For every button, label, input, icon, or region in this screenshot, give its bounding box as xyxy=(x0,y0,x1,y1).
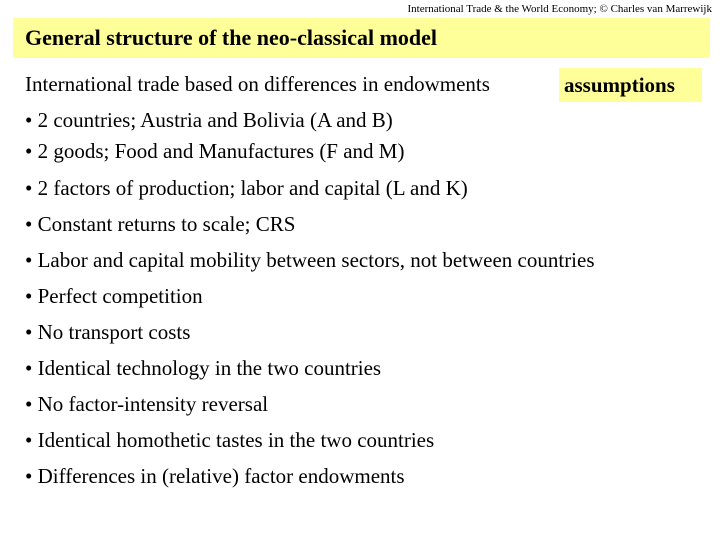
bullet-text: 2 goods; Food and Manufactures (F and M) xyxy=(37,139,405,163)
bullet-marker: • xyxy=(25,248,33,272)
bullet-text: No transport costs xyxy=(37,320,191,344)
list-item xyxy=(25,211,295,237)
bullet-text: Constant returns to scale; CRS xyxy=(37,212,296,236)
bullet-text: Identical technology in the two countries xyxy=(37,356,382,380)
bullet-marker: • xyxy=(25,356,33,380)
bullet-marker: • xyxy=(25,428,33,452)
slide-title: General structure of the neo-classical model xyxy=(25,25,438,50)
list-item xyxy=(25,283,203,309)
bullet-marker: • xyxy=(25,284,33,308)
bullet-text: No factor-intensity reversal xyxy=(37,392,269,416)
bullet-text: Labor and capital mobility between sectors, not between countries xyxy=(37,248,595,272)
intro-line: International trade based on differences in endowments xyxy=(25,72,490,96)
bullet-text: 2 countries; Austria and Bolivia (A and B) xyxy=(37,108,393,132)
bullet-text: Perfect competition xyxy=(37,284,203,308)
bullet-marker: • xyxy=(25,320,33,344)
list-item xyxy=(25,247,595,273)
bullet-marker: • xyxy=(25,139,33,163)
title-bar xyxy=(13,18,710,58)
bullet-text: 2 factors of production; labor and capital (L and K) xyxy=(37,176,468,200)
list-item xyxy=(25,463,405,489)
bullet-marker: • xyxy=(25,212,33,236)
list-item xyxy=(25,427,434,453)
header-credit: International Trade & the World Economy; © Charles van Marrewijk xyxy=(407,3,712,15)
list-item xyxy=(25,391,268,417)
list-item xyxy=(25,175,468,201)
list-item xyxy=(25,138,404,164)
list-item xyxy=(25,355,381,381)
bullet-text: Identical homothetic tastes in the two countries xyxy=(37,428,435,452)
bullet-marker: • xyxy=(25,176,33,200)
bullet-text: Differences in (relative) factor endowments xyxy=(37,464,405,488)
bullet-marker: • xyxy=(25,392,33,416)
bullet-marker: • xyxy=(25,464,33,488)
list-item xyxy=(25,319,190,345)
assumptions-label: assumptions xyxy=(564,73,675,97)
list-item xyxy=(25,107,393,133)
assumptions-tag xyxy=(559,68,702,102)
bullet-marker: • xyxy=(25,108,33,132)
